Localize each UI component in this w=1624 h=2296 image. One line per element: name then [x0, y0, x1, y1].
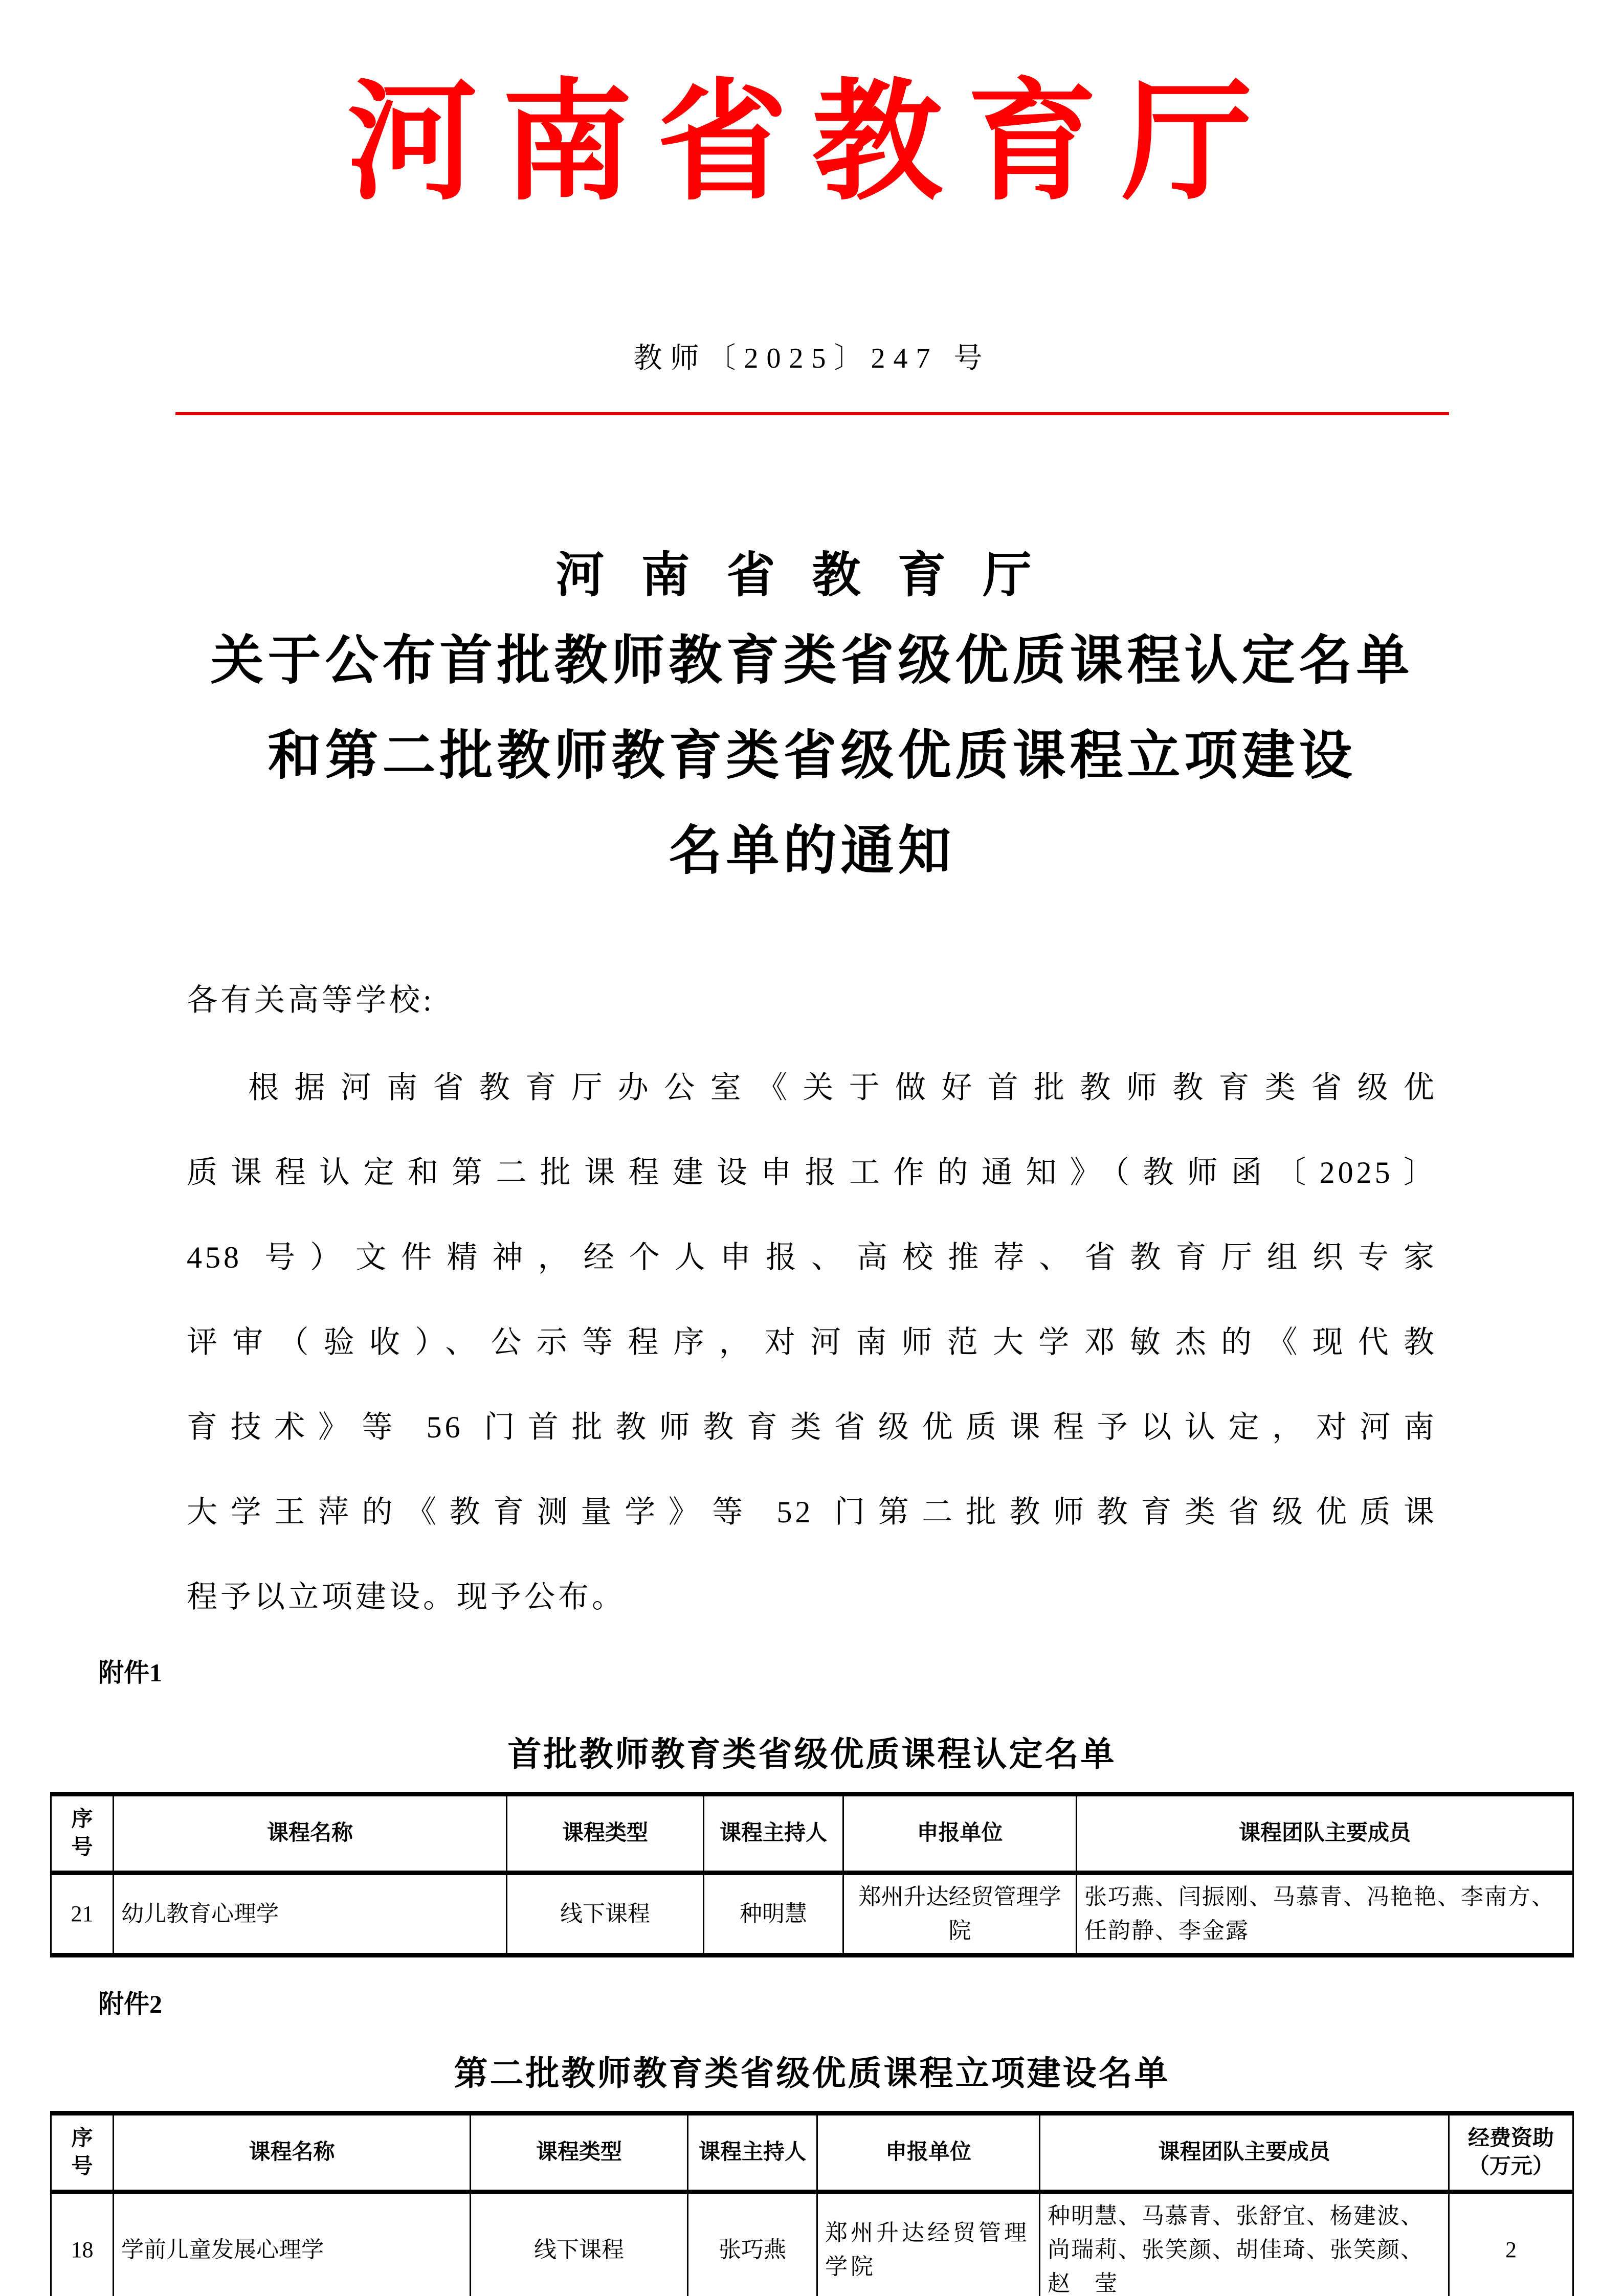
- attachment2-header-row: [51, 2113, 1573, 2192]
- column-header-team-members: 课程团队主要成员: [1040, 2113, 1449, 2192]
- body-paragraph: [187, 1045, 1437, 1639]
- cell-funding: 2: [1449, 2192, 1573, 2296]
- paragraph-line: 根据河南省教育厅办公室《关于做好首批教师教育类省级优: [248, 1071, 1437, 1105]
- paragraph-line: 质课程认定和第二批课程建设申报工作的通知》（教师函〔2025〕: [187, 1156, 1437, 1189]
- salutation: 各有关高等学校:: [187, 983, 435, 1017]
- paragraph-line: 评审（验收）、公示等程序，对河南师范大学邓敏杰的《现代教: [187, 1325, 1437, 1359]
- column-header-funding: 经费资助（万元）: [1449, 2113, 1573, 2192]
- paragraph-line: 458 号）文件精神，经个人申报、高校推荐、省教育厅组织专家: [187, 1241, 1437, 1274]
- document-number: 教师〔2025〕247 号: [633, 343, 991, 374]
- attachment2-table: [50, 2111, 1574, 2296]
- column-header-course-name: 课程名称: [114, 2113, 471, 2192]
- cell-course-name: 幼儿教育心理学: [114, 1873, 507, 1955]
- column-header-applicant-unit: 申报单位: [817, 2113, 1040, 2192]
- attachment1-label: 附件1: [98, 1658, 162, 1687]
- column-header-seq: 序号: [51, 1794, 114, 1873]
- attachment1-header-row: [51, 1794, 1573, 1873]
- cell-team-members: 张巧燕、闫振刚、马慕青、冯艳艳、李南方、任韵静、李金露: [1077, 1873, 1573, 1955]
- column-header-course-leader: 课程主持人: [688, 2113, 817, 2192]
- attachment1-table-title: 首批教师教育类省级优质课程认定名单: [507, 1736, 1117, 1773]
- cell-course-type: 线下课程: [471, 2192, 688, 2296]
- letterhead-agency-title: 河南省教育厅: [347, 72, 1277, 216]
- notice-title-line-4: 名单的通知: [669, 822, 955, 881]
- cell-applicant-unit: 郑州升达经贸管理学院: [817, 2192, 1040, 2296]
- paragraph-line: 育技术》等 56 门首批教师教育类省级优质课程予以认定，对河南: [187, 1410, 1437, 1444]
- cell-team-members: 种明慧、马慕青、张舒宜、杨建波、尚瑞莉、张笑颜、胡佳琦、张笑颜、赵 莹: [1040, 2192, 1449, 2296]
- notice-title-line-1: 河南省教育厅: [555, 548, 1069, 602]
- paragraph-line: 大学王萍的《教育测量学》等 52 门第二批教师教育类省级优质课: [187, 1495, 1437, 1529]
- attachment2-label: 附件2: [98, 1990, 162, 2019]
- table-row: [51, 2192, 1573, 2296]
- cell-course-name: 学前儿童发展心理学: [114, 2192, 471, 2296]
- cell-seq: 18: [51, 2192, 114, 2296]
- column-header-applicant-unit: 申报单位: [843, 1794, 1077, 1873]
- column-header-course-name: 课程名称: [114, 1794, 507, 1873]
- cell-course-type: 线下课程: [507, 1873, 704, 1955]
- paragraph-line: 程予以立项建设。现予公布。: [187, 1580, 626, 1614]
- cell-course-leader: 张巧燕: [688, 2192, 817, 2296]
- cell-seq: 21: [51, 1873, 114, 1955]
- attachment2-table-title: 第二批教师教育类省级优质课程立项建设名单: [454, 2055, 1170, 2093]
- attachment1-table: [50, 1792, 1574, 1957]
- column-header-course-type: 课程类型: [471, 2113, 688, 2192]
- notice-title-line-3: 和第二批教师教育类省级优质课程立项建设: [268, 727, 1356, 785]
- column-header-team-members: 课程团队主要成员: [1077, 1794, 1573, 1873]
- column-header-course-type: 课程类型: [507, 1794, 704, 1873]
- cell-course-leader: 种明慧: [704, 1873, 843, 1955]
- column-header-seq: 序号: [51, 2113, 114, 2192]
- notice-title: [0, 537, 1624, 899]
- red-divider-line: [175, 412, 1449, 415]
- column-header-course-leader: 课程主持人: [704, 1794, 843, 1873]
- table-row: [51, 1873, 1573, 1955]
- cell-applicant-unit: 郑州升达经贸管理学院: [843, 1873, 1077, 1955]
- notice-title-line-2: 关于公布首批教师教育类省级优质课程认定名单: [210, 632, 1414, 690]
